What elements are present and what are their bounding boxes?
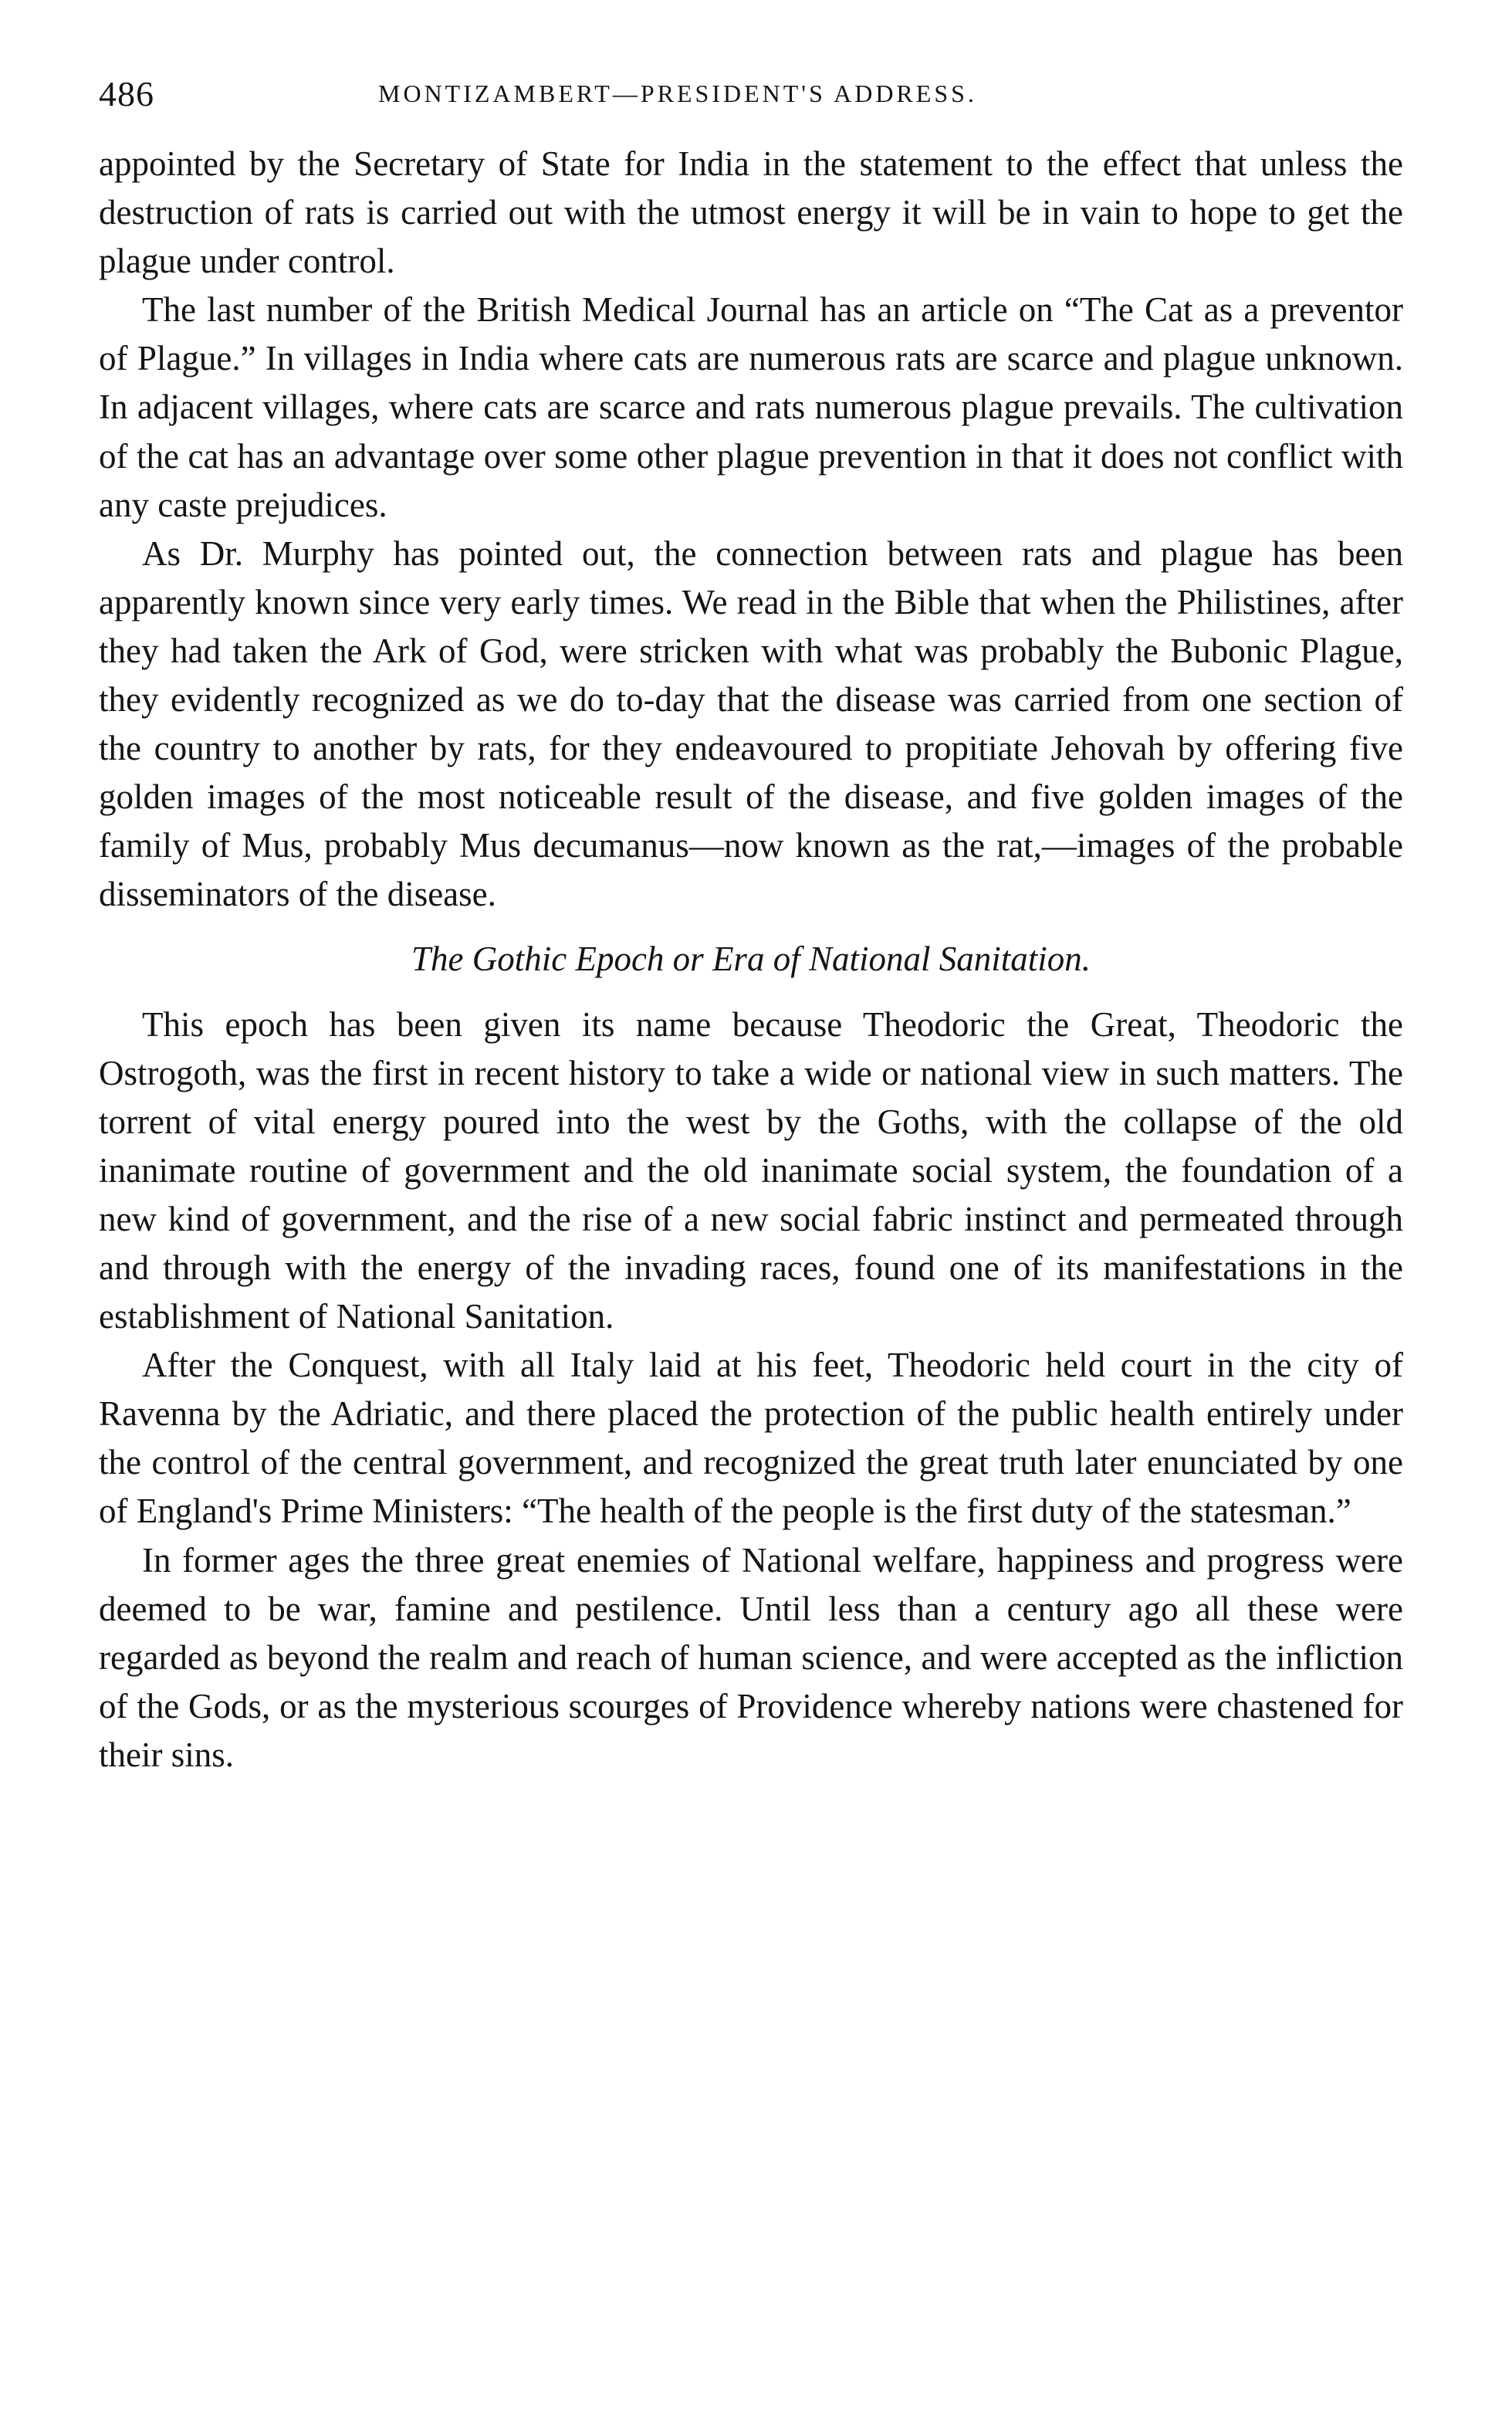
paragraph-murphy-rats: As Dr. Murphy has pointed out, the connection between rats and plague has been apparently known since very early times. We read in the Bible that when the Philistines, after they had taken the Ark of God, were stricken with what was probably the Bubonic Plague, they evidently recognized as we do to-day that the disease was carried from one section of the country to another by rats, for they endeavoured to propitiate Jehovah by offering five golden images of the most noticeable result of the disease, and five golden images of the family of Mus, probably Mus decumanus—now known as the rat,—images of the probable disseminators of the disease. bbox=[99, 533, 1403, 914]
paragraph-theodoric: After the Conquest, with all Italy laid at his feet, Theodoric held court in the city of Ravenna by the Adriatic, and there placed the protection of the public health entirely under the control of the central government, and recognized the great truth later enunciated by one of England's Prime Ministers: “The health of the people is the first duty of the statesman.” bbox=[99, 1346, 1403, 1531]
book-page bbox=[99, 73, 1403, 1780]
section-title: The Gothic Epoch or Era of National Sanitation. bbox=[411, 939, 1091, 978]
page-header bbox=[99, 73, 1403, 120]
paragraph-former-ages: In former ages the three great enemies of National welfare, happiness and progress were deemed to be war, famine and pestilence. Until less than a century ago all these were regarded as beyond the realm and reach of human science, and were accepted as the infliction of the Gods, or as the mysterious scourges of Providence whereby nations were chastened for their sins. bbox=[99, 1540, 1403, 1774]
paragraph-continuation: appointed by the Secretary of State for India in the statement to the effect that unless the destruction of rats is carried out with the utmost energy it will be in vain to hope to get the plague under control. bbox=[99, 144, 1403, 281]
paragraph-cat-plague: The last number of the British Medical Journal has an article on “The Cat as a preventor of Plague.” In villages in India where cats are numerous rats are scarce and plague unknown. In adjacent villages, where cats are scarce and rats numerous plague prevails. The cultivation of the cat has an advantage over some other plague prevention in that it does not conflict with any caste prejudices. bbox=[99, 290, 1403, 524]
paragraph-gothic-epoch: This epoch has been given its name because Theodoric the Great, Theodoric the Ostrogoth, was the first in recent history to take a wide or national view in such matters. The torrent of vital energy poured into the west by the Goths, with the collapse of the old inanimate routine of government and the old inanimate social system, the foundation of a new kind of government, and the rise of a new social fabric instinct and permeated through and through with the energy of the invading races, found one of its manifestations in the establishment of National Sanitation. bbox=[99, 1004, 1403, 1336]
page-number: 486 bbox=[99, 74, 154, 113]
running-head: MONTIZAMBERT—PRESIDENT'S ADDRESS. bbox=[378, 80, 977, 107]
